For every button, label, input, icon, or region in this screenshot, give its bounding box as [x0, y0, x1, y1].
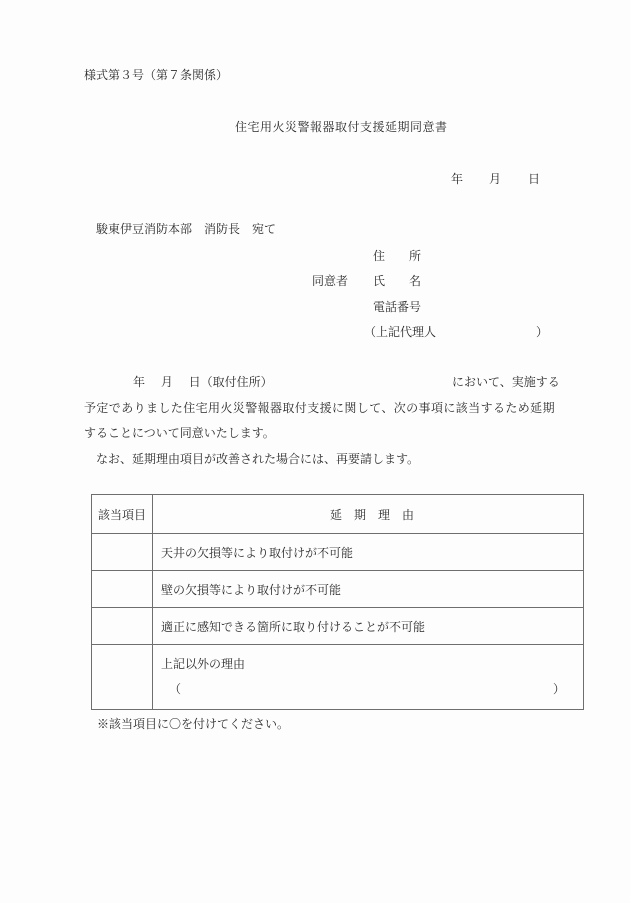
mark-cell[interactable]: [92, 645, 153, 710]
body-line1-tail: において、実施する: [452, 375, 560, 389]
consenter-label: 同意者: [312, 274, 349, 288]
day-label: 日: [528, 172, 541, 186]
year-label: 年: [451, 172, 464, 186]
address-label: 住 所: [373, 249, 422, 263]
instruction-note: ※該当項目に〇を付けてください。: [97, 717, 290, 731]
table-row: [92, 608, 584, 645]
addressee: 駿東伊豆消防本部 消防長 宛て: [96, 222, 277, 236]
table-row: [92, 571, 584, 608]
mark-cell[interactable]: [92, 608, 153, 645]
reason-cell: 適正に感知できる箇所に取り付けることが不可能: [153, 608, 584, 645]
other-reason-label: 上記以外の理由: [161, 657, 246, 671]
phone-label: 電話番号: [373, 300, 422, 314]
document-title: 住宅用火災警報器取付支援延期同意書: [235, 120, 448, 134]
mark-cell[interactable]: [92, 534, 153, 571]
agent-label: （上記代理人: [364, 325, 437, 339]
header-applicable-item: 該当項目: [92, 495, 153, 534]
table-row: [92, 534, 584, 571]
mark-cell[interactable]: [92, 571, 153, 608]
reasons-table: [91, 494, 584, 710]
agent-close-paren: ）: [536, 325, 549, 339]
reason-cell: 壁の欠損等により取付けが不可能: [153, 571, 584, 608]
month-label: 月: [489, 172, 502, 186]
body-line3: することについて同意いたします。: [84, 426, 275, 440]
name-label: 氏 名: [373, 274, 422, 288]
body-line4: なお、延期理由項目が改善された場合には、再要請します。: [96, 452, 420, 466]
open-paren: （: [169, 682, 182, 696]
form-number: 様式第３号（第７条関係）: [84, 68, 229, 82]
body-line2: 予定でありました住宅用火災警報器取付支援に関して、次の事項に該当するため延期: [84, 401, 555, 415]
other-reason-cell: [153, 645, 584, 710]
header-postpone-reason: 延 期 理 由: [153, 495, 584, 534]
table-row-other: [92, 645, 584, 710]
other-reason-field[interactable]: [161, 680, 583, 697]
reason-cell: 天井の欠損等により取付けが不可能: [153, 534, 584, 571]
close-paren: ）: [552, 682, 565, 696]
install-date-address: 年 月 日（取付住所）: [133, 375, 273, 389]
table-header-row: [92, 495, 584, 534]
